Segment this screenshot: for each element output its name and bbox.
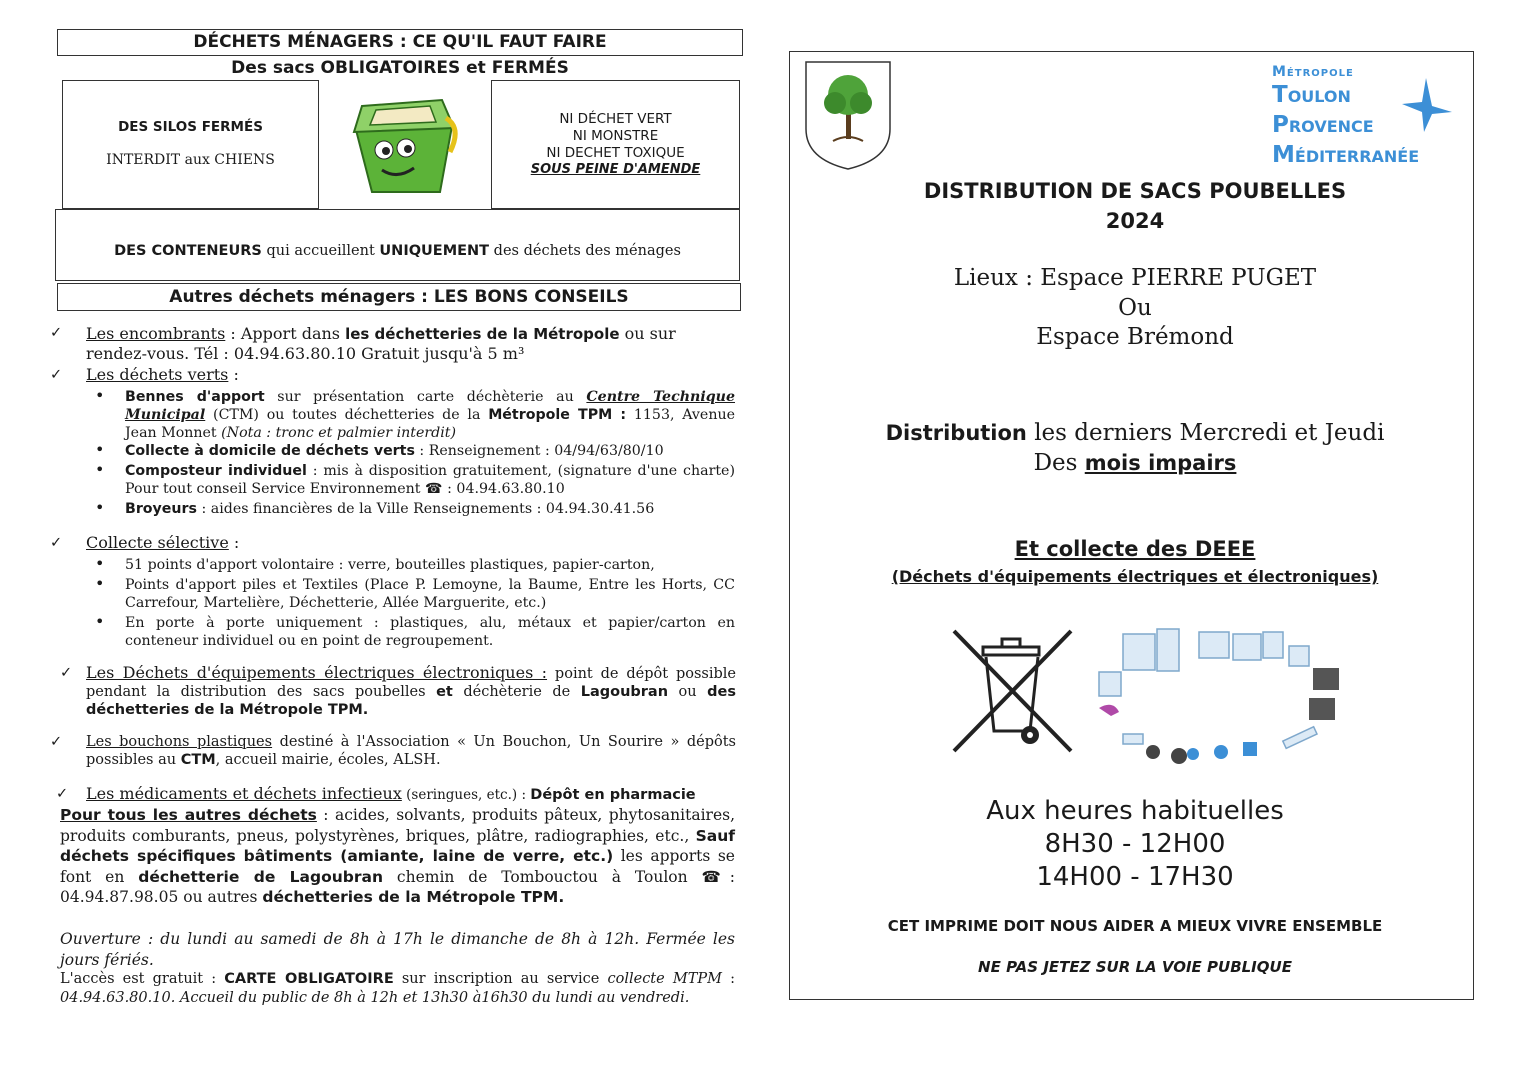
list-item: • Composteur individuel : mis à disposition gratuitement, (signature d'une charte) Pour tout conseil Service Environnement ☎ : 04.94.63.80.10	[95, 462, 735, 498]
mois-impairs-line: Des mois impairs	[1033, 450, 1237, 476]
dogs-text: INTERDIT aux CHIENS	[106, 152, 275, 168]
encombrants-b: les déchetteries de la Métropole	[345, 325, 620, 343]
check-icon: ✓	[50, 325, 63, 341]
silos-box	[62, 80, 319, 209]
check-icon: ✓	[50, 734, 63, 750]
conseils-title: Autres déchets ménagers : LES BONS CONSEILS	[169, 287, 629, 307]
page-subtitle: Des sacs OBLIGATOIRES et FERMÉS	[231, 58, 569, 78]
metropole-logo	[1272, 64, 1472, 170]
list-item: • 51 points d'apport volontaire : verre, bouteilles plastiques, papier-carton,	[95, 556, 735, 574]
star-icon	[1398, 76, 1454, 134]
lieux-line-3: Espace Brémond	[1036, 324, 1234, 350]
crossed-bin-icon	[950, 627, 1075, 755]
page-title: DÉCHETS MÉNAGERS : CE QU'IL FAUT FAIRE	[193, 32, 607, 52]
distribution-year: 2024	[1105, 209, 1165, 233]
distribution-days: Distribution les derniers Mercredi et Jeudi	[885, 420, 1385, 446]
list-item: • En porte à porte uniquement : plastiques, alu, métaux et papier/carton en conteneur individuel ou en point de regroupement.	[95, 614, 735, 650]
list-item: • Bennes d'apport sur présentation carte déchèterie au Centre Technique Municipal (CTM) ou toutes déchetteries de la Métropole TPM : 1153, Avenue Jean Monnet (Nota : tronc et palmier interdit)	[95, 388, 735, 442]
logo-line-toulon: Toulon	[1272, 82, 1351, 108]
check-icon: ✓	[50, 367, 63, 383]
silos-text: DES SILOS FERMÉS	[118, 119, 263, 135]
conteneurs-d: des déchets des ménages	[489, 243, 681, 259]
selective-colon: :	[228, 533, 240, 552]
logo-line-metropole: Métropole	[1272, 64, 1354, 80]
amende-text: SOUS PEINE D'AMENDE	[530, 162, 701, 177]
conteneurs-text	[55, 243, 740, 259]
logo-line-mediterranee: Méditerranée	[1272, 142, 1420, 168]
encombrants-c: ou sur	[619, 324, 676, 343]
verts-bullets	[95, 388, 735, 518]
verts-title: Les déchets verts	[86, 365, 229, 384]
check-icon: ✓	[60, 665, 73, 681]
lieux-line-2: Ou	[1118, 295, 1152, 321]
ni-toxique: NI DECHET TOXIQUE	[546, 145, 685, 161]
ouverture-text: Ouverture : du lundi au samedi de 8h à 17h le dimanche de 8h à 12h. Fermée les jours fériés.	[60, 930, 735, 969]
autres-dechets-paragraph: Pour tous les autres déchets : acides, solvants, produits pâteux, phytosanitaires, produits comburants, pneus, polystyrènes, briques, plâtre, radiographies, etc., Sauf déchets spécifiques bâtiments (amiante, laine de verre, etc.) les apports se font en déchetterie de Lagoubran chemin de Tombouctou à Toulon ☎: 04.94.87.98.05 ou autres déchetteries de la Métropole TPM.	[60, 806, 735, 906]
footer-line-2: NE PAS JETEZ SUR LA VOIE PUBLIQUE	[978, 958, 1292, 976]
hours-afternoon: 14H00 - 17H30	[1036, 862, 1234, 892]
check-icon: ✓	[50, 535, 63, 551]
encombrants-title: Les encombrants	[86, 324, 226, 343]
conteneurs-b: qui accueillent	[261, 243, 380, 259]
selective-bullets	[95, 556, 735, 650]
check-icon: ✓	[56, 786, 69, 802]
ni-monstre: NI MONSTRE	[572, 128, 659, 144]
footer-line-1: CET IMPRIME DOIT NOUS AIDER A MIEUX VIVRE ENSEMBLE	[887, 917, 1383, 935]
deee-title: Et collecte des DEEE	[1014, 537, 1256, 561]
green-bin-illustration	[342, 92, 466, 196]
ni-dechet-vert: NI DÉCHET VERT	[559, 111, 672, 127]
logo-line-provence: Provence	[1272, 112, 1374, 138]
list-item: • Broyeurs : aides financières de la Ville Renseignements : 04.94.30.41.56	[95, 500, 735, 518]
conteneurs-c: UNIQUEMENT	[379, 243, 490, 259]
town-crest-logo	[803, 59, 893, 171]
selective-title: Collecte sélective	[86, 533, 229, 552]
acces-text: L'accès est gratuit : CARTE OBLIGATOIRE sur inscription au service collecte MTPM : 04.94.63.80.10. Accueil du public de 8h à 12h et 13h30 à16h30 du lundi au vendredi.	[60, 971, 736, 1006]
appliances-illustration	[1093, 624, 1343, 774]
deee-subtitle: (Déchets d'équipements électriques et électroniques)	[891, 567, 1379, 586]
lieux-line-1: Lieux : Espace PIERRE PUGET	[953, 265, 1317, 291]
hours-title: Aux heures habituelles	[986, 796, 1284, 826]
list-item: • Points d'apport piles et Textiles (Place P. Lemoyne, la Baume, Entre les Horts, CC Carrefour, Martelière, Déchetterie, Allée Marguerite, etc.)	[95, 576, 735, 612]
hours-morning: 8H30 - 12H00	[1044, 829, 1226, 859]
distribution-title: DISTRIBUTION DE SACS POUBELLES	[923, 179, 1347, 203]
encombrants-a: : Apport dans	[225, 324, 346, 343]
list-item: • Collecte à domicile de déchets verts : Renseignement : 04/94/63/80/10	[95, 442, 735, 460]
conteneurs-a: DES CONTENEURS	[114, 243, 262, 259]
encombrants-d: rendez-vous. Tél : 04.94.63.80.10 Gratuit jusqu'à 5 m³	[86, 344, 525, 363]
verts-colon: :	[228, 365, 239, 384]
